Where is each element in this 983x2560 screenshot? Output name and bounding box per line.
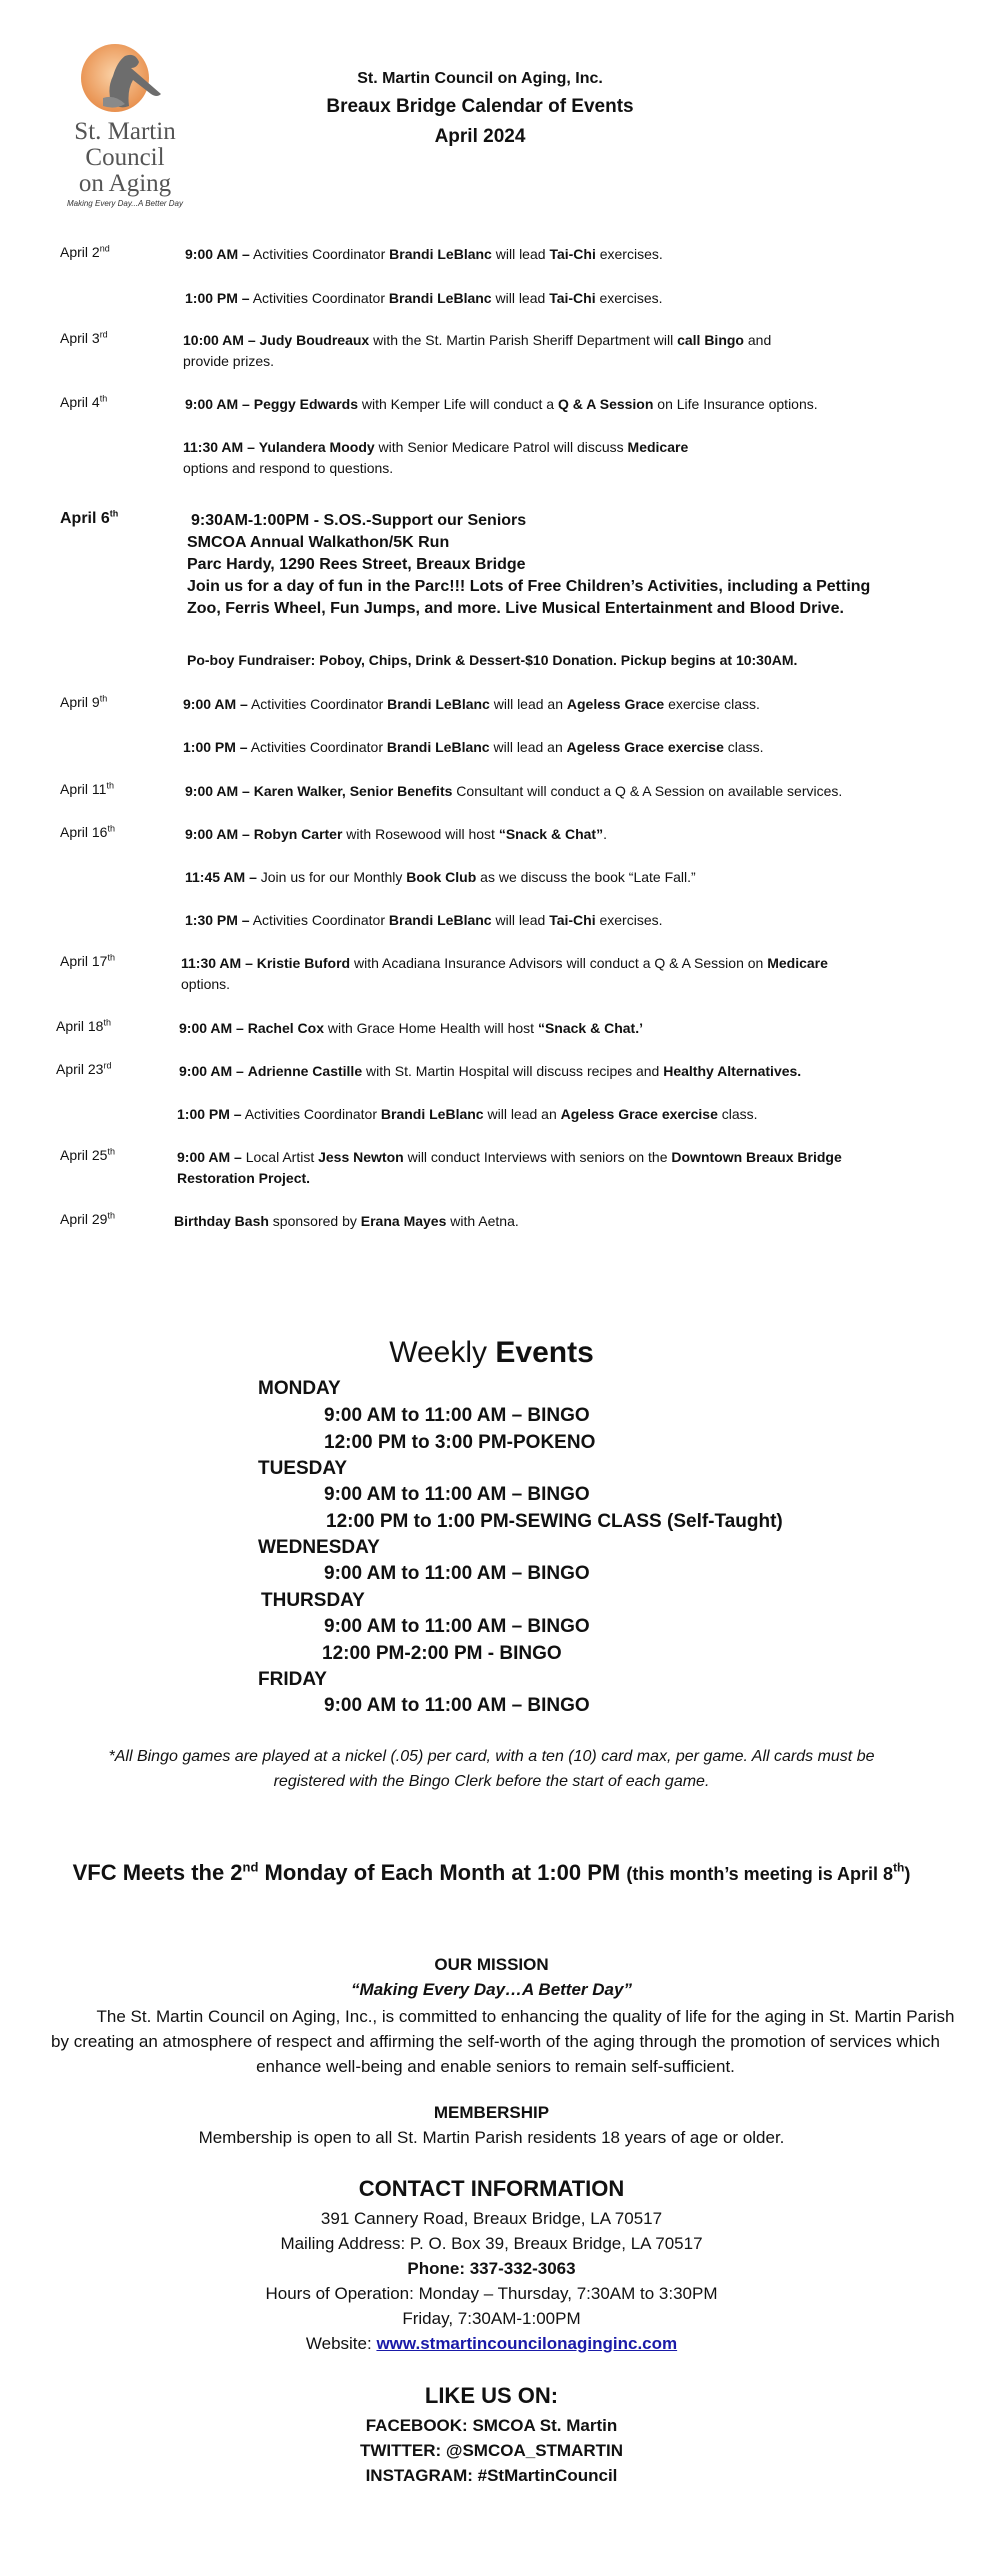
hours-friday: Friday, 7:30AM-1:00PM [402, 2309, 581, 2328]
instagram-handle: INSTAGRAM: #StMartinCouncil [365, 2466, 618, 2485]
logo-tagline: Making Every Day...A Better Day [66, 199, 184, 208]
event-date: April 3rd [60, 329, 108, 346]
event-entry: 11:30 AM – Yulandera Moody with Senior Medicare Patrol will discuss Medicare options and respond to questions. [183, 439, 689, 476]
weekly-slot: 12:00 PM to 3:00 PM-POKENO [324, 1432, 596, 1453]
event-entry: 9:00 AM – Adrienne Castille with St. Martin Hospital will discuss recipes and Healthy Alternatives. [179, 1063, 802, 1079]
pelican-sun-icon [55, 38, 195, 123]
event-entry: 10:00 AM – Judy Boudreaux with the St. Martin Parish Sheriff Department will call Bingo and provide prizes. [183, 332, 772, 369]
logo-text: St. Martin Council on Aging [74, 118, 176, 197]
weekday-label: WEDNESDAY [258, 1537, 380, 1558]
weekly-slot: 9:00 AM to 11:00 AM – BINGO [324, 1405, 590, 1426]
weekly-slot: 9:00 AM to 11:00 AM – BINGO [324, 1616, 590, 1637]
membership-heading: MEMBERSHIP [433, 2103, 550, 2122]
event-date: April 25th [60, 1146, 115, 1163]
event-date: April 11th [60, 780, 114, 797]
weekly-slot: 12:00 PM to 1:00 PM-SEWING CLASS (Self-Taught) [326, 1511, 783, 1532]
event-date: April 23rd [56, 1060, 112, 1077]
event-entry: 11:30 AM – Kristie Buford with Acadiana Insurance Advisors will conduct a Q & A Session on Medicare options. [181, 955, 828, 992]
event-entry: 1:00 PM – Activities Coordinator Brandi LeBlanc will lead an Ageless Grace exercise class. [177, 1106, 758, 1122]
weekday-label: MONDAY [258, 1378, 341, 1399]
contact-heading: CONTACT INFORMATION [358, 2176, 625, 2201]
weekly-slot: 12:00 PM-2:00 PM - BINGO [322, 1643, 562, 1664]
event-entry: 9:00 AM – Karen Walker, Senior Benefits Consultant will conduct a Q & A Session on available services. [185, 783, 843, 799]
phone-number: Phone: 337-332-3063 [407, 2259, 576, 2278]
event-entry: 1:00 PM – Activities Coordinator Brandi LeBlanc will lead an Ageless Grace exercise class. [183, 739, 764, 755]
membership-text: Membership is open to all St. Martin Parish residents 18 years of age or older. [198, 2128, 785, 2147]
mission-text: The St. Martin Council on Aging, Inc., is committed to enhancing the quality of life for the aging in St. Martin Parish by creating an atmosphere of respect and affirming the self-worth of the aging through the promotion of services which enhance well-being and enable seniors to remain self-sufficient. [51, 2007, 955, 2076]
weekly-slot: 9:00 AM to 11:00 AM – BINGO [324, 1484, 590, 1505]
mailing-address: Mailing Address: P. O. Box 39, Breaux Bridge, LA 70517 [280, 2234, 703, 2253]
facebook-handle: FACEBOOK: SMCOA St. Martin [365, 2416, 618, 2435]
featured-event: 9:30AM-1:00PM - S.OS.-Support our Seniors SMCOA Annual Walkathon/5K Run Parc Hardy, 1290 Rees Street, Breaux Bridge Join us for a day of fun in the Parc!!! Lots of Free Children’s Activities, including a Petting Zoo, Ferris Wheel, Fun Jumps, and more. Live Musical Entertainment and Blood Drive. [187, 512, 871, 617]
website-link[interactable]: www.stmartincouncilonaginginc.com [376, 2334, 678, 2353]
website-line: Website: www.stmartincouncilonaginginc.com [305, 2334, 678, 2353]
weekly-slot: 9:00 AM to 11:00 AM – BINGO [324, 1563, 590, 1584]
event-date: April 6th [60, 508, 119, 527]
event-date: April 4th [60, 393, 108, 410]
bingo-note: *All Bingo games are played at a nickel (.05) per card, with a ten (10) card max, per game. All cards must be registered with the Bingo Clerk before the start of each game. [108, 1748, 875, 1790]
vfc-meeting-notice: VFC Meets the 2nd Monday of Each Month at 1:00 PM (this month’s meeting is April 8th) [72, 1859, 911, 1885]
event-entry: 11:45 AM – Join us for our Monthly Book Club as we discuss the book “Late Fall.” [185, 869, 696, 885]
weekly-events-title: Weekly Events [389, 1336, 594, 1369]
event-date: April 17th [60, 952, 115, 969]
event-entry: 1:00 PM – Activities Coordinator Brandi LeBlanc will lead Tai-Chi exercises. [185, 290, 663, 306]
event-date: April 29th [60, 1210, 115, 1227]
calendar-month: April 2024 [434, 126, 526, 147]
event-date: April 2nd [60, 243, 110, 260]
event-entry: 9:00 AM – Robyn Carter with Rosewood will host “Snack & Chat”. [185, 826, 607, 842]
mission-motto: “Making Every Day…A Better Day” [351, 1980, 632, 1999]
org-logo [55, 38, 195, 208]
event-entry: 1:30 PM – Activities Coordinator Brandi LeBlanc will lead Tai-Chi exercises. [185, 912, 663, 928]
event-date: April 16th [60, 823, 115, 840]
event-entry: Birthday Bash sponsored by Erana Mayes with Aetna. [174, 1213, 519, 1229]
social-heading: LIKE US ON: [424, 2383, 559, 2408]
event-entry: 9:00 AM – Activities Coordinator Brandi LeBlanc will lead Tai-Chi exercises. [185, 246, 663, 262]
weekday-label: FRIDAY [258, 1669, 327, 1690]
weekday-label: THURSDAY [261, 1590, 365, 1611]
weekday-label: TUESDAY [258, 1458, 348, 1479]
event-date: April 9th [60, 693, 108, 710]
weekly-slot: 9:00 AM to 11:00 AM – BINGO [324, 1695, 590, 1716]
twitter-handle: TWITTER: @SMCOA_STMARTIN [359, 2441, 624, 2460]
org-name: St. Martin Council on Aging, Inc. [357, 70, 603, 87]
event-entry: 9:00 AM – Activities Coordinator Brandi LeBlanc will lead an Ageless Grace exercise class. [183, 696, 760, 712]
event-date: April 18th [56, 1017, 111, 1034]
mission-heading: OUR MISSION [434, 1955, 549, 1974]
fundraiser-note: Po-boy Fundraiser: Poboy, Chips, Drink & Dessert-$10 Donation. Pickup begins at 10:30AM. [187, 652, 798, 668]
event-entry: 9:00 AM – Rachel Cox with Grace Home Health will host “Snack & Chat.’ [179, 1020, 643, 1036]
hours-weekdays: Hours of Operation: Monday – Thursday, 7:30AM to 3:30PM [265, 2284, 718, 2303]
contact-address: 391 Cannery Road, Breaux Bridge, LA 70517 [320, 2209, 663, 2228]
calendar-title: Breaux Bridge Calendar of Events [326, 96, 634, 117]
event-entry: 9:00 AM – Local Artist Jess Newton will conduct Interviews with seniors on the Downtown Breaux Bridge Restoration Project. [177, 1149, 842, 1186]
event-entry: 9:00 AM – Peggy Edwards with Kemper Life will conduct a Q & A Session on Life Insurance options. [185, 396, 818, 412]
